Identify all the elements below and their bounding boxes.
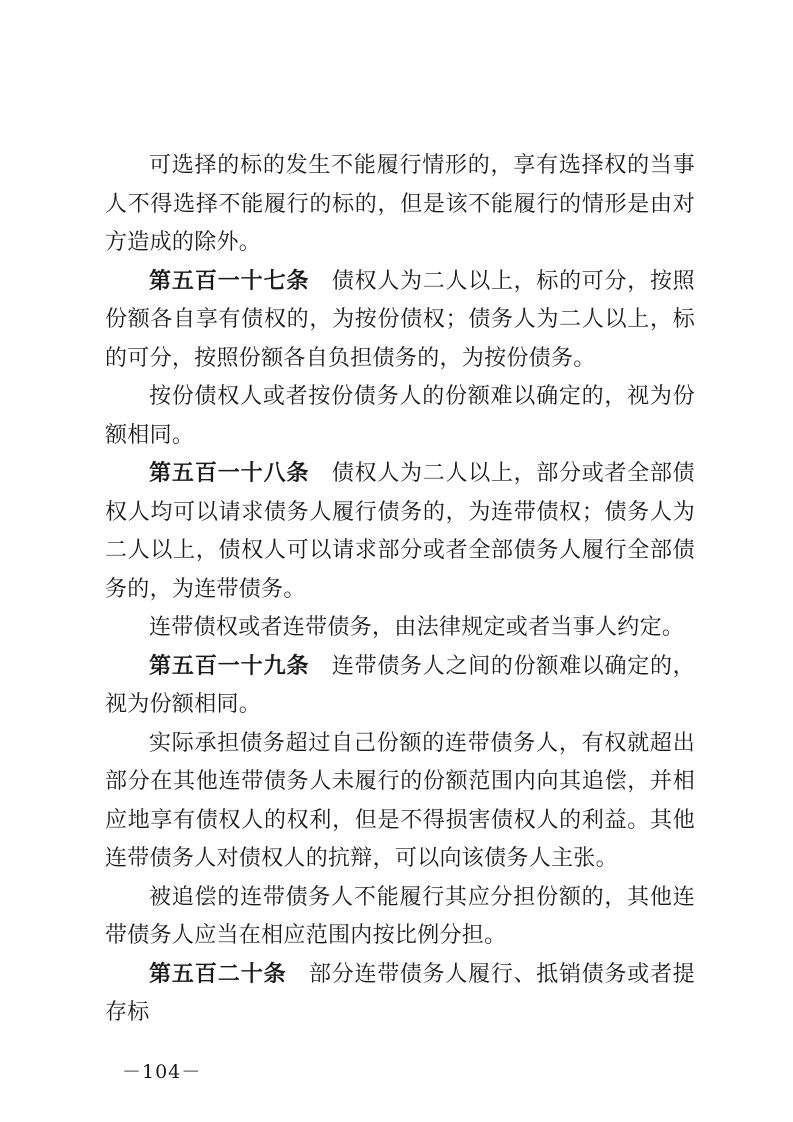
paragraph-text: 可选择的标的发生不能履行情形的，享有选择权的当事人不得选择不能履行的标的，但是该不能履行的情形是由对方造成的除外。 xyxy=(105,153,695,255)
paragraph-text: 债权人为二人以上，部分或者全部债权人均可以请求债务人履行债务的，为连带债权；债务人为二人以上，债权人可以请求部分或者全部债务人履行全部债务的，为连带债务。 xyxy=(105,461,695,602)
document-body xyxy=(105,147,695,1033)
paragraph-text: 债权人为二人以上，标的可分，按照份额各自享有债权的，为按份债权；债务人为二人以上，标的可分，按照份额各自负担债务的，为按份债务。 xyxy=(105,268,695,371)
paragraph-text: 被追偿的连带债务人不能履行其应分担份额的，其他连带债务人应当在相应范围内按比例分担。 xyxy=(105,884,695,948)
article-517-paragraph xyxy=(105,263,695,379)
paragraph-text: 部分连带债务人履行、抵销债务或者提存标 xyxy=(105,961,695,1025)
article-heading: 第五百一十九条 xyxy=(149,653,310,679)
article-heading: 第五百一十八条 xyxy=(149,461,310,486)
paragraph-3 xyxy=(105,378,695,455)
article-heading: 第五百一十七条 xyxy=(149,268,310,294)
paragraph-text: 连带债权或者连带债务，由法律规定或者当事人约定。 xyxy=(149,615,685,640)
article-heading: 第五百二十条 xyxy=(149,961,287,987)
paragraph-text: 按份债权人或者按份债务人的份额难以确定的，视为份额相同。 xyxy=(105,384,695,448)
paragraph-5 xyxy=(105,609,695,648)
article-519-paragraph xyxy=(105,648,695,725)
paragraph-7 xyxy=(105,725,695,879)
paragraph-text: 实际承担债务超过自己份额的连带债务人，有权就超出部分在其他连带债务人未履行的份额范围内向其追偿，并相应地享有债权人的权利，但是不得损害债权人的利益。其他连带债务人对债权人的抗辩，可以向该债务人主张。 xyxy=(105,730,695,871)
article-518-paragraph xyxy=(105,455,695,609)
paragraph-text: 连带债务人之间的份额难以确定的，视为份额相同。 xyxy=(105,653,695,717)
article-520-paragraph xyxy=(105,956,695,1033)
paragraph-8 xyxy=(105,879,695,956)
page-number: －104－ xyxy=(122,1061,202,1083)
paragraph-1 xyxy=(105,147,695,263)
